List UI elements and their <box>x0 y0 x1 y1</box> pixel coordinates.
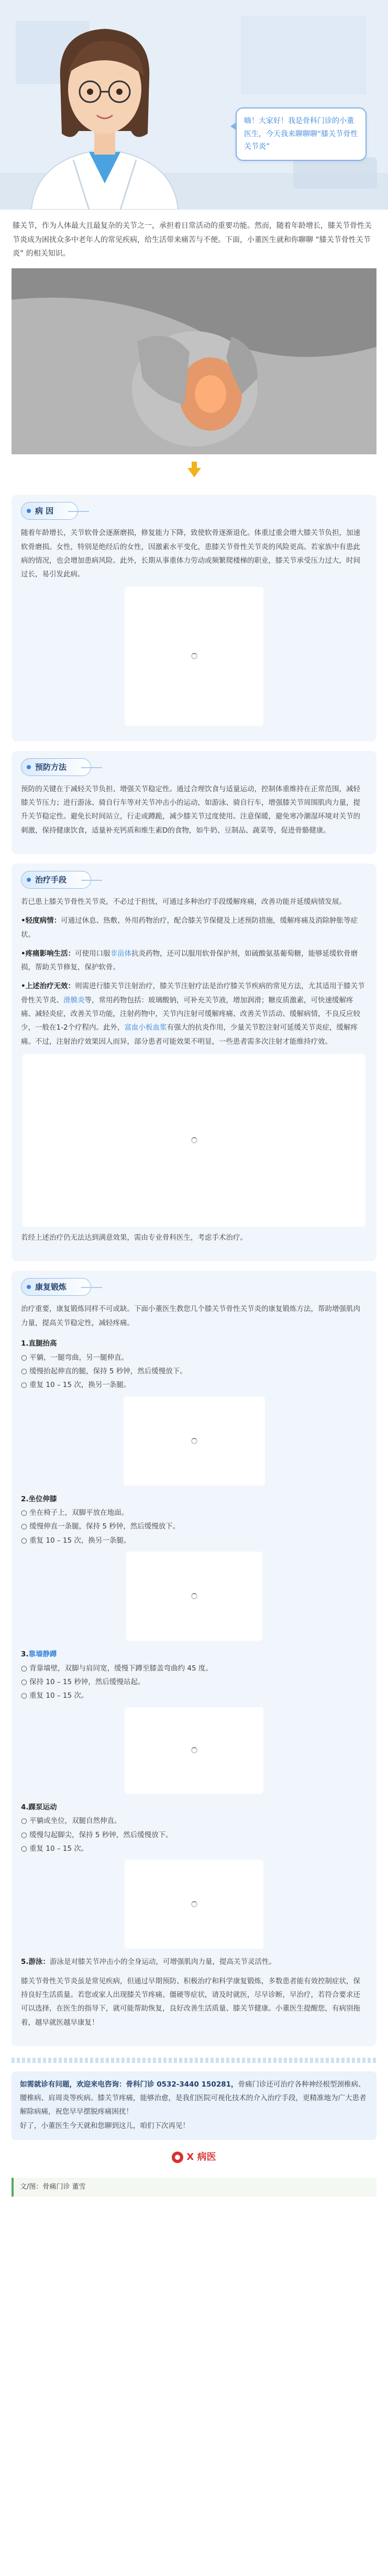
arrow-divider <box>0 454 388 486</box>
image-placeholder <box>125 587 263 726</box>
knee-pain-photo <box>12 268 376 454</box>
source-credit: 文/图：骨痛门诊 董雪 <box>12 2178 376 2197</box>
treatment-closing: 若经上述治疗仍无法达到满意效果，需由专业骨科医生，考虑手术治疗。 <box>21 1234 247 1242</box>
section-title-treatment: 治疗手段 <box>21 871 91 889</box>
treatment-card <box>12 864 376 1261</box>
contact-ending: 好了，小董医生今天就和您聊到这儿，咱们下次再见！ <box>20 2121 190 2130</box>
speech-bubble: 嗨！大家好！我是骨科门诊的小董医生，今天我来聊聊聊“膝关节骨性关节炎” <box>236 107 367 161</box>
exercise-1-step: ○ 缓慢抬起伸直的腿，保持 5 秒钟，然后缓慢放下。 <box>21 1367 187 1376</box>
link-synovitis[interactable]: 滑膜炎 <box>63 996 85 1005</box>
treatment-injection: •上述治疗无效：则需进行膝关节注射治疗，膝关节注射疗法是治疗膝关节疾病的常见方法，尤其适用于膝关节骨性关节炎、滑膜炎等，常用药物包括：玻璃酸钠，可补充关节液，增加润滑；糖皮质激素，可快速缓解疼痛、减轻炎症，改善关节功能，注射药物中，关节内注射可缓解疼痛、改善关节活动、缓解病情，不良反应较少，一般在1-2个疗程内。此外，富血小板血浆有强大的抗炎作用，少量关节腔注射可延缓关节炎症，缓解疼痛。不过，注射治疗效果因人而异，部分患者可能效果不明显，一些患者需多次注射才能维持疗效。 <box>21 982 365 1046</box>
exercise-5: 5.游泳：游泳是对膝关节冲击小的全身运动，可增强肌肉力量，提高关节灵活性。 <box>21 1958 276 1967</box>
exercise-2-step: ○ 重复 10 – 15 次，换另一条腿。 <box>21 1536 131 1545</box>
dotted-divider <box>12 2058 376 2063</box>
section-title-prevention: 预防方法 <box>21 758 91 776</box>
loading-spinner-icon <box>191 1137 197 1143</box>
image-placeholder <box>124 1396 265 1486</box>
phone-number[interactable]: 骨科门诊 0532-3440 150281， <box>126 2080 238 2089</box>
prevention-text: 预防的关键在于减轻关节负担、增强关节稳定性。通过合理饮食与适量运动，控制体重维持在正常范围，减轻膝关节压力；进行游泳、骑自行车等对关节冲击小的运动，如游泳、骑自行车，增强膝关节周围肌肉力量，提升关节稳定性。避免长时间站立，行走或蹲跪，减少膝关节过度使用。注意保暖，避免寒冷潮湿环境对关节的刺激，保持健康饮食，适量补充钙质和维生素D的食物，如牛奶、豆制品、蔬菜等，促进骨骼健康。 <box>21 784 360 835</box>
exercise-1-title: 1.直腿抬高 <box>21 1339 57 1348</box>
exercise-2-step: ○ 缓慢伸直一条腿，保持 5 秒钟，然后缓慢放下。 <box>21 1522 180 1531</box>
hospital-seal-icon <box>172 2152 183 2163</box>
link-wall-squat[interactable]: 靠墙静蹲 <box>28 1650 57 1659</box>
exercise-3-step: ○ 保持 10 – 15 秒钟，然后缓慢站起。 <box>21 1678 145 1687</box>
rehab-closing: 膝关节骨性关节炎虽是常见疾病，但通过早期预防、积极治疗和科学康复锻炼，多数患者能有效控制症状，保持良好生活质量。若您或家人出现膝关节疼痛、僵硬等症状，请及时就医，尽早诊断，早治疗，若符合要求还可以选择，在医生的指导下，就可能帮助恢复，良好改善生活质量、膝关节健康。小董医生提醒您，有病别拖着，越早就医越早康复！ <box>21 1977 360 2027</box>
exercise-4-step: ○ 缓慢勾起脚尖，保持 5 秒钟，然后缓慢放下。 <box>21 1830 173 1839</box>
arrow-down-icon <box>187 462 201 477</box>
knee-illustration <box>12 268 376 454</box>
doctor-avatar <box>10 10 199 210</box>
treatment-medication: •疼痛影响生活：可使用口服非甾体抗炎药物，还可以服用软骨保护剂，如硫酸氨基葡萄糖，能够延缓软骨磨损，帮助关节修复，保护软骨。 <box>21 949 358 972</box>
exercise-3-step: ○ 重复 10 – 15 次。 <box>21 1691 88 1700</box>
intro-paragraph: 膝关节，作为人体最大且最复杂的关节之一，承担着日常活动的重要功能。然而，随着年龄增长，膝关节骨性关节炎成为困扰众多中老年人的常见疾病，给生活带来痛苦与不便。下面，小董医生就和你聊聊 “膝关节骨性关节炎” 的相关知识。 <box>13 222 372 258</box>
loading-spinner-icon <box>191 1901 197 1907</box>
section-title-etiology: 病 因 <box>21 502 78 520</box>
loading-spinner-icon <box>191 1747 197 1753</box>
etiology-text: 随着年龄增长，关节软骨会逐渐磨损，修复能力下降，致使软骨逐渐退化。体重过重会增大膝关节负担，加速软骨磨损。女性，特别是绝经后的女性，因激素水平变化，患膝关节骨性关节炎的风险更高。若家族中有患此病的情况，也会增加患病风险。此外，长期从事重体力劳动或频繁爬楼梯的职业，膝关节承受压力过大，时间过长，易引发此病。 <box>21 529 360 579</box>
image-placeholder <box>125 1860 263 1949</box>
exercise-3-step: ○ 背靠墙壁，双脚与肩同宽，缓慢下蹲至膝盖弯曲约 45 度。 <box>21 1664 213 1673</box>
hospital-logo: X 病医 <box>172 2148 216 2166</box>
exercise-4-title: 4.踝泵运动 <box>21 1803 57 1811</box>
exercise-3-title: 3.靠墙静蹲 <box>21 1650 57 1659</box>
exercise-2-step: ○ 坐在椅子上，双脚平放在地面。 <box>21 1509 129 1518</box>
image-placeholder <box>23 1054 365 1227</box>
link-prp[interactable]: 富血小板血浆 <box>124 1023 167 1032</box>
prevention-card <box>12 751 376 854</box>
hero-banner <box>0 0 388 210</box>
rehab-card <box>12 1271 376 2046</box>
exercise-2-title: 2.坐位伸膝 <box>21 1494 57 1503</box>
logo-row <box>0 2140 388 2174</box>
exercise-4-step: ○ 平躺或坐位，双腿自然伸直。 <box>21 1817 121 1826</box>
etiology-card <box>12 495 376 741</box>
contact-box: 如需就诊有问题，欢迎来电咨询：骨科门诊 0532-3440 150281，骨痛门诊还可治疗各种神经根型颈椎病、腰椎病、肩周炎等疾病。膝关节疼痛，能够治愈，是我们医院可视化技术的介入治疗手段，更精准地为广大患者解除病痛，祝您早早摆脱疼痛困扰！ 好了，小董医生今天就和您聊到这儿，咱们下次再见！ <box>12 2071 376 2140</box>
rehab-intro: 治疗重要，康复锻炼同样不可或缺。下面小董医生教您几个膝关节骨性关节炎的康复锻炼方法，帮助增强肌肉力量，提高关节稳定性，减轻疼痛。 <box>21 1305 360 1327</box>
section-title-rehab: 康复锻炼 <box>21 1278 91 1296</box>
exercise-1-step: ○ 重复 10 – 15 次，换另一条腿。 <box>21 1381 131 1390</box>
exercise-1-step: ○ 平躺，一腿弯曲，另一腿伸直。 <box>21 1353 129 1362</box>
treatment-intro: 若已患上膝关节骨性关节炎，不必过于担忧，可通过多种治疗手段缓解疼痛，改善功能并延缓病情发展。 <box>21 897 346 906</box>
loading-spinner-icon <box>191 653 197 659</box>
image-placeholder <box>126 1552 262 1641</box>
link-nsaid[interactable]: 非甾体 <box>110 949 132 958</box>
image-placeholder <box>125 1707 263 1794</box>
loading-spinner-icon <box>191 1593 197 1599</box>
treatment-mild: •轻度病情：可通过休息、热敷、外用药物治疗，配合膝关节保健及上述预防措施，缓解疼痛及消除肿胀等症状。 <box>21 916 358 939</box>
loading-spinner-icon <box>191 1438 197 1444</box>
exercise-4-step: ○ 重复 10 – 15 次。 <box>21 1844 88 1853</box>
